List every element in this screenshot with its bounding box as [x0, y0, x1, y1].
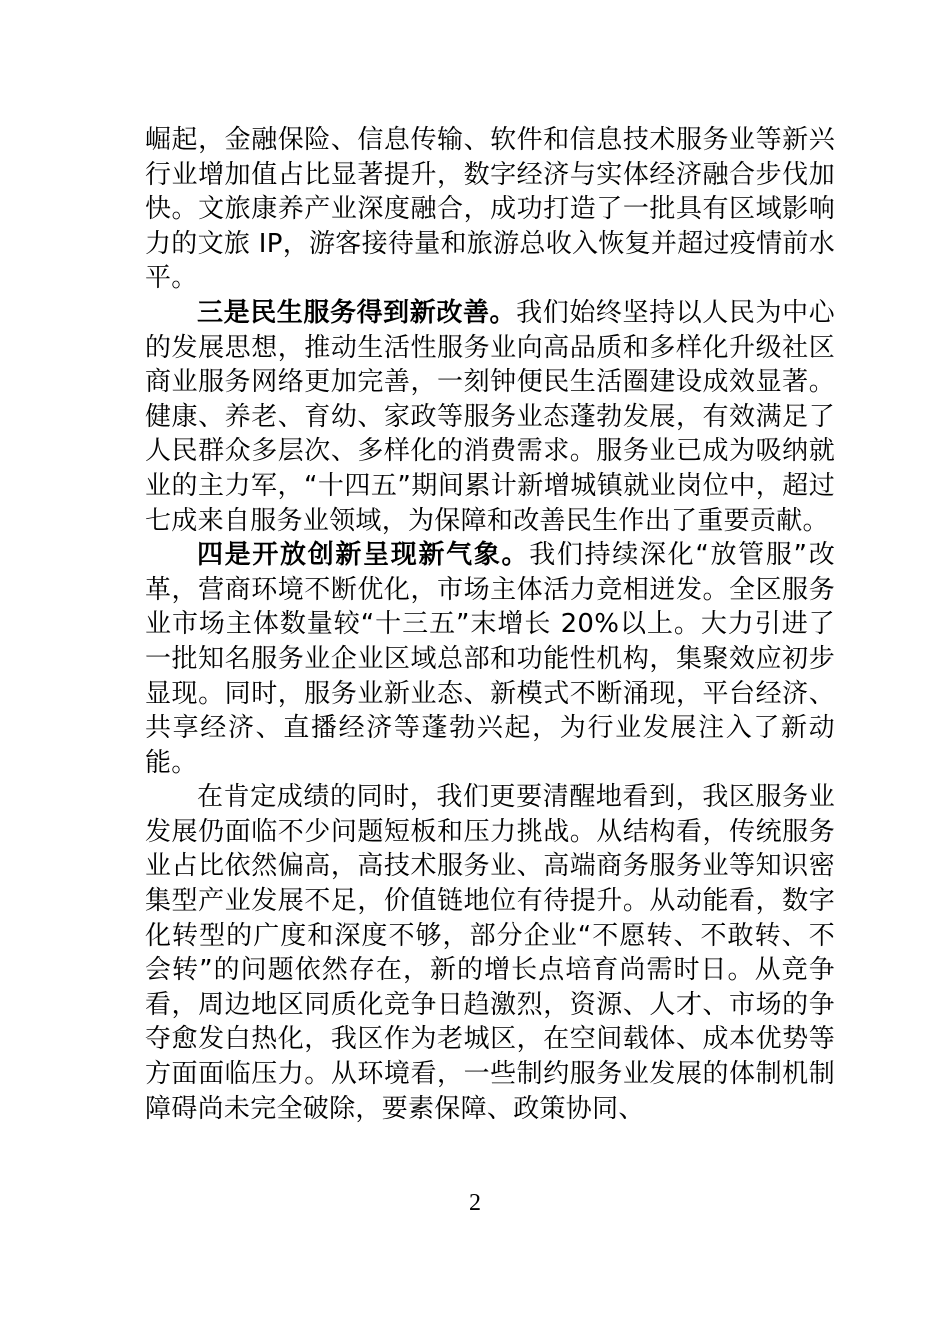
paragraph-text: 我们始终坚持以人民为中心的发展思想，推动生活性服务业向高品质和多样化升级社区商业服务网络更加完善，一刻钟便民生活圈建设成效显著。健康、养老、育幼、家政等服务业态蓬勃发展，有效满足了人民群众多层次、多样化的消费需求。服务业已成为吸纳就业的主力军，“十四五”期间累计新增城镇就业岗位中，超过七成来自服务业领域，为保障和改善民生作出了重要贡献。 — [145, 297, 835, 536]
paragraph-challenges — [145, 780, 835, 1126]
paragraph-text: 我们持续深化“放管服”改革，营商环境不断优化，市场主体活力竞相迸发。全区服务业市场主体数量较“十三五”末增长 20%以上。大力引进了一批知名服务业企业区域总部和功能性机构，集聚效应初步显现。同时，服务业新业态、新模式不断涌现，平台经济、共享经济、直播经济等蓬勃兴起，为行业发展注入了新动能。 — [145, 540, 835, 778]
paragraph-livelihood-services — [145, 296, 835, 538]
paragraph-text: 在肯定成绩的同时，我们更要清醒地看到，我区服务业发展仍面临不少问题短板和压力挑战。从结构看，传统服务业占比依然偏高，高技术服务业、高端商务服务业等知识密集型产业发展不足，价值链地位有待提升。从动能看，数字化转型的广度和深度不够，部分企业“不愿转、不敢转、不会转”的问题依然存在，新的增长点培育尚需时日。从竞争看，周边地区同质化竞争日趋激烈，资源、人才、市场的争夺愈发白热化，我区作为老城区，在空间载体、成本优势等方面面临压力。从环境看，一些制约服务业发展的体制机制障碍尚未完全破除，要素保障、政策协同、 — [145, 782, 835, 1124]
paragraph-opening-innovation — [145, 538, 835, 780]
page-number: 2 — [469, 1190, 481, 1216]
paragraph-heading: 四是开放创新呈现新气象。 — [197, 540, 530, 571]
paragraph-heading: 三是民生服务得到新改善。 — [197, 297, 517, 328]
document-body — [145, 123, 835, 1126]
paragraph-continuation — [145, 123, 835, 296]
paragraph-text: 崛起，金融保险、信息传输、软件和信息技术服务业等新兴行业增加值占比显著提升，数字经济与实体经济融合步伐加快。文旅康养产业深度融合，成功打造了一批具有区域影响力的文旅 IP，游客接待量和旅游总收入恢复并超过疫情前水平。 — [145, 125, 836, 294]
